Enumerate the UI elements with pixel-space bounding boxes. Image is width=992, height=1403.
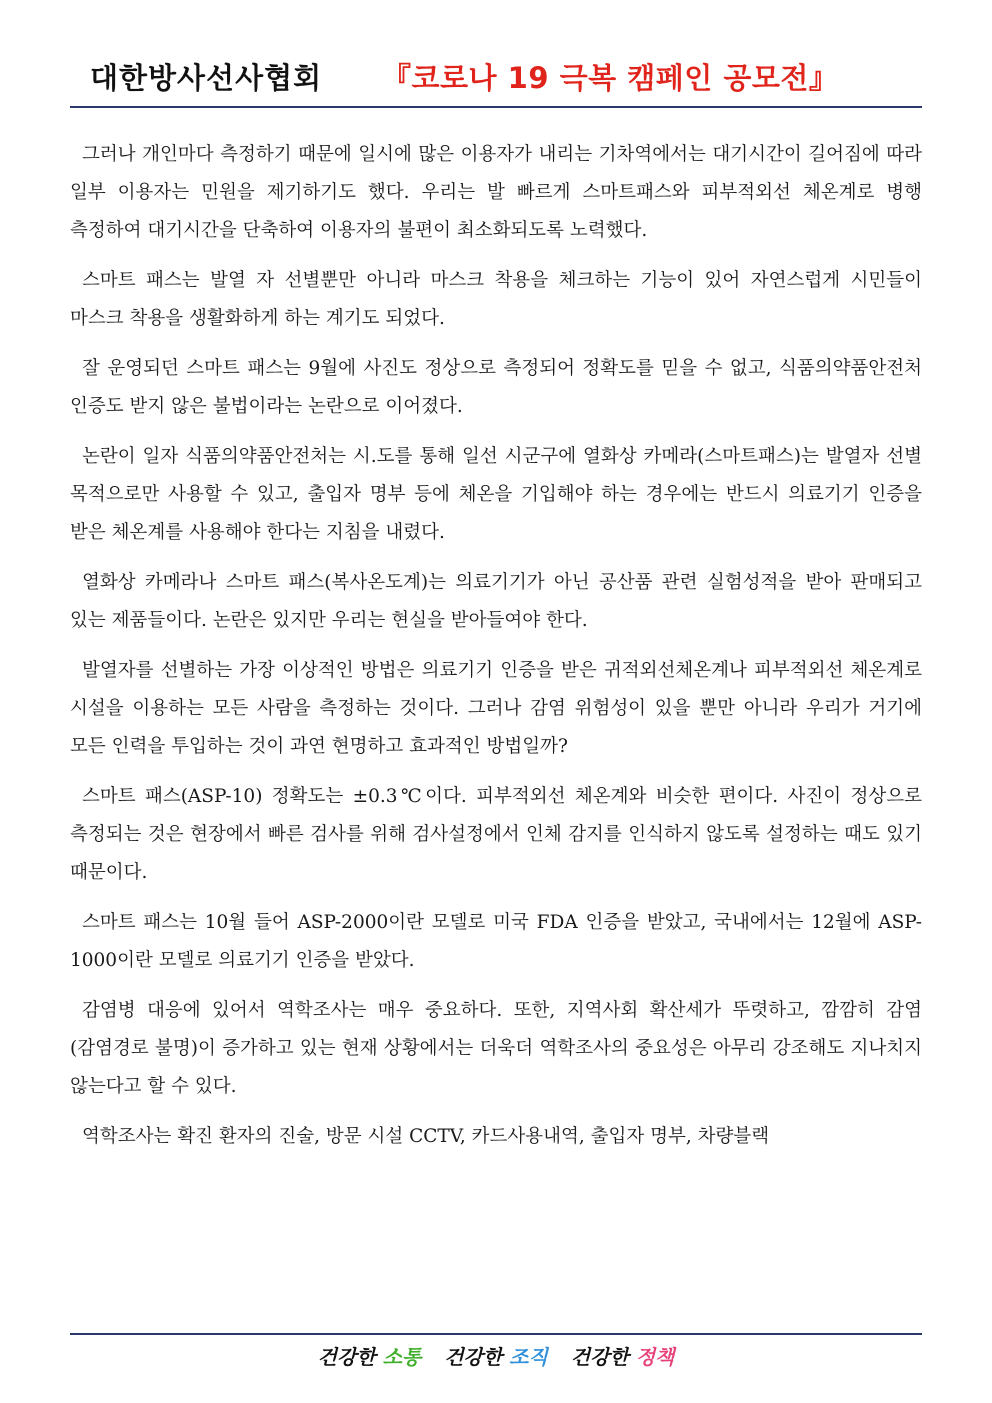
paragraph: 발열자를 선별하는 가장 이상적인 방법은 의료기기 인증을 받은 귀적외선체온계나 피부적외선 체온계로 시설을 이용하는 모든 사람을 측정하는 것이다. 그러나 감염 위험성이 있을 뿐만 아니라 우리가 거기에 모든 인력을 투입하는 것이 과연 현명하고 효과적인 방법일까? [70,660,922,757]
paragraph: 스마트 패스는 10월 들어 ASP-2000이란 모델로 미국 FDA 인증을 받았고, 국내에서는 12월에 ASP-1000이란 모델로 의료기기 인증을 받았다. [70,912,922,971]
slogan-lead: 건강한 [570,1345,629,1369]
slogan-communication [318,1345,429,1369]
slogan-lead: 건강한 [444,1345,503,1369]
footer-divider [70,1333,922,1335]
paragraph: 역학조사는 확진 환자의 진술, 방문 시설 CCTV, 카드사용내역, 출입자 명부, 차량블랙 [82,1126,770,1147]
paragraph: 잘 운영되던 스마트 패스는 9월에 사진도 정상으로 측정되어 정확도를 믿을 수 없고, 식품의약품안전처 인증도 받지 않은 불법이라는 논란으로 이어졌다. [70,358,922,417]
slogan-organization [444,1345,555,1369]
organization-name: 대한방사선사협회 [90,61,323,95]
paragraph: 열화상 카메라나 스마트 패스(복사온도계)는 의료기기가 아닌 공산품 관련 실험성적을 받아 판매되고 있는 제품들이다. 논란은 있지만 우리는 현실을 받아들여야 한다. [70,572,922,631]
slogan-word: 조직 [509,1345,548,1369]
slogan-policy [571,1345,675,1369]
page-header [70,50,922,108]
slogan-word: 정책 [635,1345,675,1369]
paragraph: 감염병 대응에 있어서 역학조사는 매우 중요하다. 또한, 지역사회 확산세가 뚜렷하고, 깜깜히 감염(감염경로 불명)이 증가하고 있는 현재 상황에서는 더욱더 역학조사의 중요성은 아무리 강조해도 지나치지 않는다고 할 수 있다. [70,1000,922,1097]
paragraph: 논란이 일자 식품의약품안전처는 시.도를 통해 일선 시군구에 열화상 카메라(스마트패스)는 발열자 선별 목적으로만 사용할 수 있고, 출입자 명부 등에 체온을 기입해야 하는 경우에는 반드시 의료기기 인증을 받은 체온계를 사용해야 한다는 지침을 내렸다. [70,446,922,543]
paragraph: 스마트 패스는 발열 자 선별뿐만 아니라 마스크 착용을 체크하는 기능이 있어 자연스럽게 시민들이 마스크 착용을 생활화하게 하는 계기도 되었다. [70,270,922,329]
document-body [70,136,922,1168]
paragraph: 스마트 패스(ASP-10) 정확도는 ±0.3℃이다. 피부적외선 체온계와 비슷한 편이다. 사진이 정상으로 측정되는 것은 현장에서 빠른 검사를 위해 검사설정에서 인체 감지를 인식하지 않도록 설정하는 때도 있기 때문이다. [70,786,922,883]
campaign-title: 『코로나 19 극복 캠페인 공모전』 [382,61,839,95]
paragraph: 그러나 개인마다 측정하기 때문에 일시에 많은 이용자가 내리는 기차역에서는 대기시간이 길어짐에 따라 일부 이용자는 민원을 제기하기도 했다. 우리는 발 빠르게 스마트패스와 피부적외선 체온계로 병행 측정하여 대기시간을 단축하여 이용자의 불편이 최소화되도록 노력했다. [70,144,922,241]
slogan-word: 소통 [382,1345,422,1369]
slogan-lead: 건강한 [317,1345,376,1369]
footer-slogan [0,1341,992,1370]
